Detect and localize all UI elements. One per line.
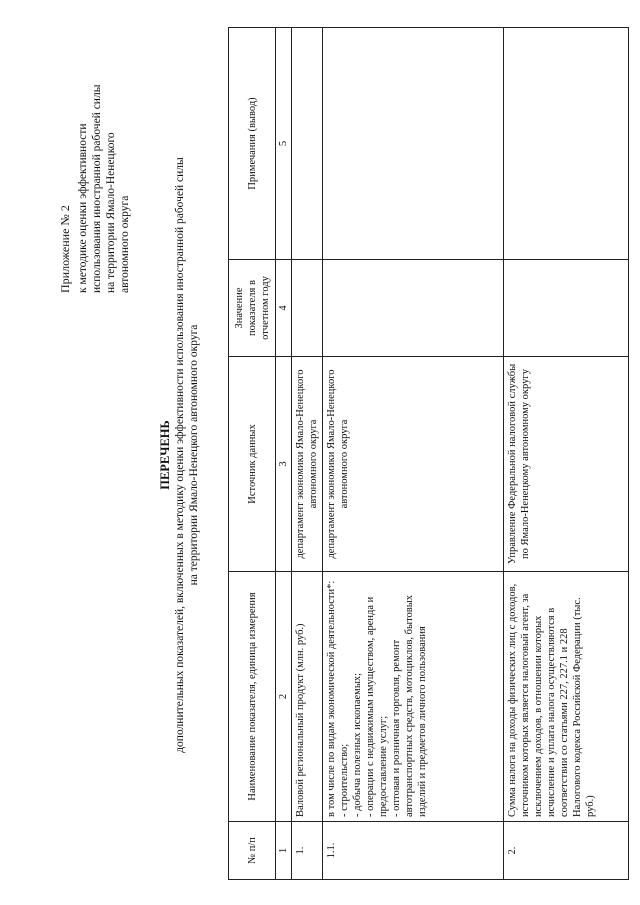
column-number: 5 [276, 28, 292, 260]
column-number-row [276, 28, 292, 880]
appendix-block [58, 43, 132, 293]
heading-line-2: на территории Ямало-Ненецкого автономного округа [188, 324, 200, 586]
appendix-line: использования иностранной рабочей силы [91, 84, 103, 293]
indicator-name-line: - строительство; [339, 743, 350, 817]
header-cell-note: Примечания (вывод) [229, 28, 276, 260]
data-source: департамент экономики Ямало-Ненецкого автономного округа [292, 357, 323, 572]
table-row [504, 28, 629, 880]
header-cell-number: № п/п [229, 822, 276, 880]
column-number: 3 [276, 357, 292, 572]
indicator-name-line: - операции с недвижимым имуществом, аренда и предоставление услуг; [365, 596, 389, 817]
indicator-note [504, 28, 629, 260]
appendix-line: к методике оценки эффективности [77, 123, 89, 293]
indicator-note [292, 28, 323, 260]
row-number: 1. [292, 822, 323, 880]
heading-line-1: дополнительных показателей, включенных в методику оценки эффективности использования иностранной рабочей силы [174, 157, 186, 753]
indicator-name-line: - оптовая и розничная торговля, ремонт автотранспортных средств, мотоциклов, бытовых изделий и предметов личного пользования [391, 594, 428, 817]
header-cell-name: Наименование показателя, единица измерения [229, 572, 276, 822]
column-number: 2 [276, 572, 292, 822]
data-source: Управление Федеральной налоговой службы по Ямало-Ненецкому автономному округу [504, 357, 629, 572]
appendix-line: автономного округа [119, 195, 131, 293]
indicator-name: Валовой региональный продукт (млн. руб.) [292, 572, 323, 822]
indicator-name-line: - добыча полезных ископаемых; [352, 672, 363, 817]
indicators-table [228, 27, 629, 880]
indicator-value [504, 260, 629, 357]
table-header-row [229, 28, 276, 880]
indicator-name-line: в том числе по видам экономической деятельности*: [326, 580, 337, 817]
indicator-name: Сумма налога на доходы физических лиц с доходов, источником которых является налоговый агент, за исключением доходов, в отношении которых исчисление и уплата налога осуществляются в соответствии со статьями 227, 227.1 и 228 Налогового кодекса Российской Федерации (тыс. руб.) [504, 572, 629, 822]
column-number: 4 [276, 260, 292, 357]
header-cell-value: Значение показателя в отчетном году [229, 260, 276, 357]
appendix-line: на территории Ямало-Ненецкого [105, 132, 117, 293]
document-heading [158, 105, 201, 805]
appendix-title: Приложение № 2 [58, 205, 72, 293]
heading-title: ПЕРЕЧЕНЬ [158, 420, 172, 490]
header-cell-source: Источник данных [229, 357, 276, 572]
column-number: 1 [276, 822, 292, 880]
indicator-note [323, 28, 504, 260]
indicator-name [323, 572, 504, 822]
indicator-value [292, 260, 323, 357]
indicator-value [323, 260, 504, 357]
data-source: департамент экономики Ямало-Ненецкого автономного округа [323, 357, 504, 572]
row-number: 2. [504, 822, 629, 880]
table-row [323, 28, 504, 880]
row-number: 1.1. [323, 822, 504, 880]
table-row [292, 28, 323, 880]
